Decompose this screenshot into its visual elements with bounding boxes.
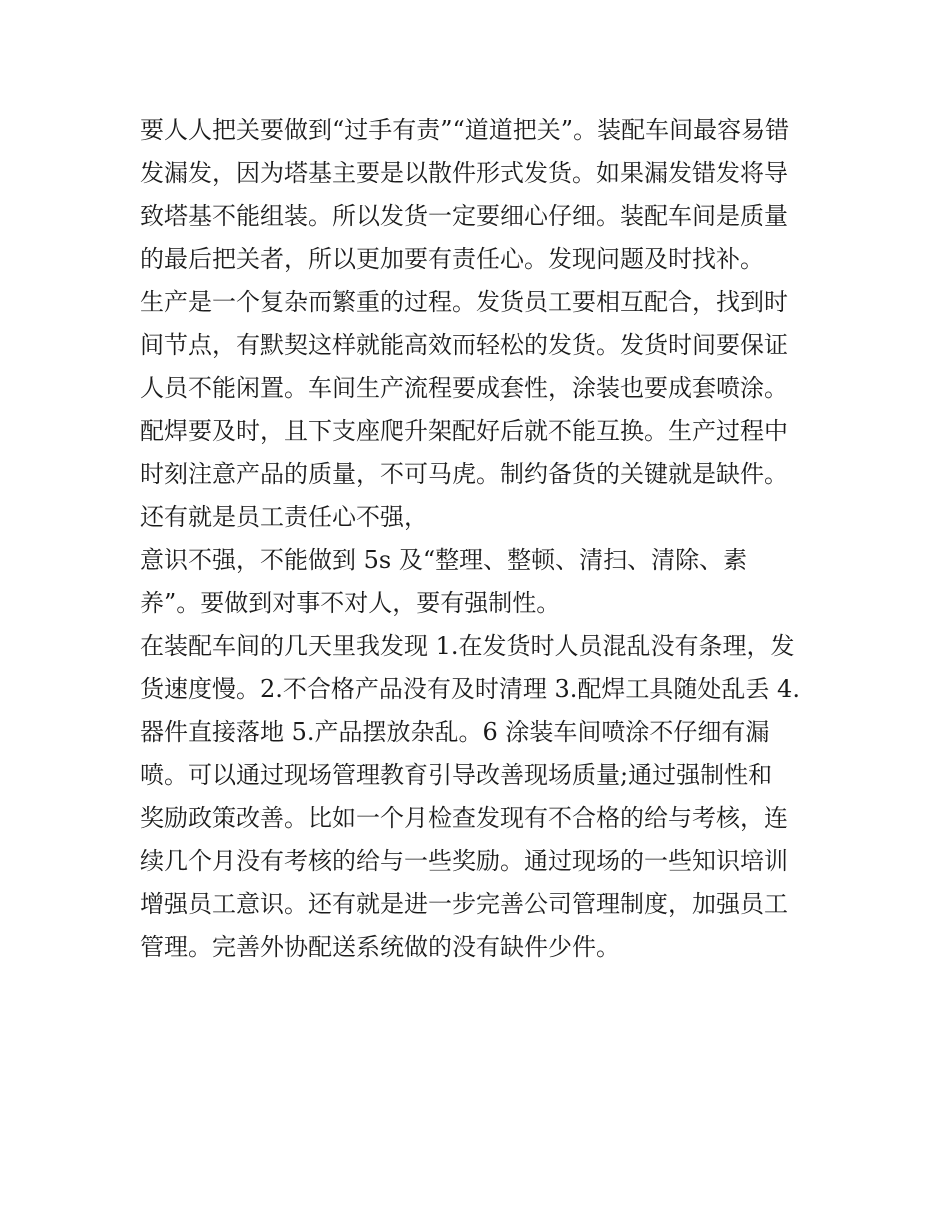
text-line-15: 器件直接落地 5.产品摆放杂乱。6 涂装车间喷涂不仔细有漏 <box>140 718 770 746</box>
text-line-16: 喷。可以通过现场管理教育引导改善现场质量;通过强制性和 <box>140 761 773 789</box>
text-line-20: 管理。完善外协配送系统做的没有缺件少件。 <box>140 933 620 961</box>
text-line-4: 的最后把关者，所以更加要有责任心。发现问题及时找补。 <box>140 245 764 273</box>
text-line-9: 时刻注意产品的质量，不可马虎。制约备货的关键就是缺件。 <box>140 460 788 488</box>
text-line-7: 人员不能闲置。车间生产流程要成套性，涂装也要成套喷涂。 <box>140 374 788 402</box>
text-line-2: 发漏发，因为塔基主要是以散件形式发货。如果漏发错发将导 <box>140 159 788 187</box>
text-line-8: 配焊要及时，且下支座爬升架配好后就不能互换。生产过程中 <box>140 417 788 445</box>
text-line-18: 续几个月没有考核的给与一些奖励。通过现场的一些知识培训 <box>140 847 788 875</box>
text-line-17: 奖励政策改善。比如一个月检查发现有不合格的给与考核，连 <box>140 804 788 832</box>
text-line-14: 货速度慢。2.不合格产品没有及时清理 3.配焊工具随处乱丢 4. <box>140 675 800 703</box>
text-line-1: 要人人把关要做到“过手有责”“道道把关”。装配车间最容易错 <box>140 116 790 144</box>
text-line-5: 生产是一个复杂而繁重的过程。发货员工要相互配合，找到时 <box>140 288 788 316</box>
text-line-12: 养”。要做到对事不对人，要有强制性。 <box>140 589 561 617</box>
text-line-13: 在装配车间的几天里我发现 1.在发货时人员混乱没有条理，发 <box>140 632 795 660</box>
body-text <box>140 109 820 969</box>
text-line-6: 间节点，有默契这样就能高效而轻松的发货。发货时间要保证 <box>140 331 788 359</box>
text-line-10: 还有就是员工责任心不强， <box>140 503 428 531</box>
text-line-11: 意识不强，不能做到 5s 及“整理、整顿、清扫、清除、素 <box>140 546 748 574</box>
text-line-3: 致塔基不能组装。所以发货一定要细心仔细。装配车间是质量 <box>140 202 788 230</box>
text-line-19: 增强员工意识。还有就是进一步完善公司管理制度，加强员工 <box>140 890 788 918</box>
